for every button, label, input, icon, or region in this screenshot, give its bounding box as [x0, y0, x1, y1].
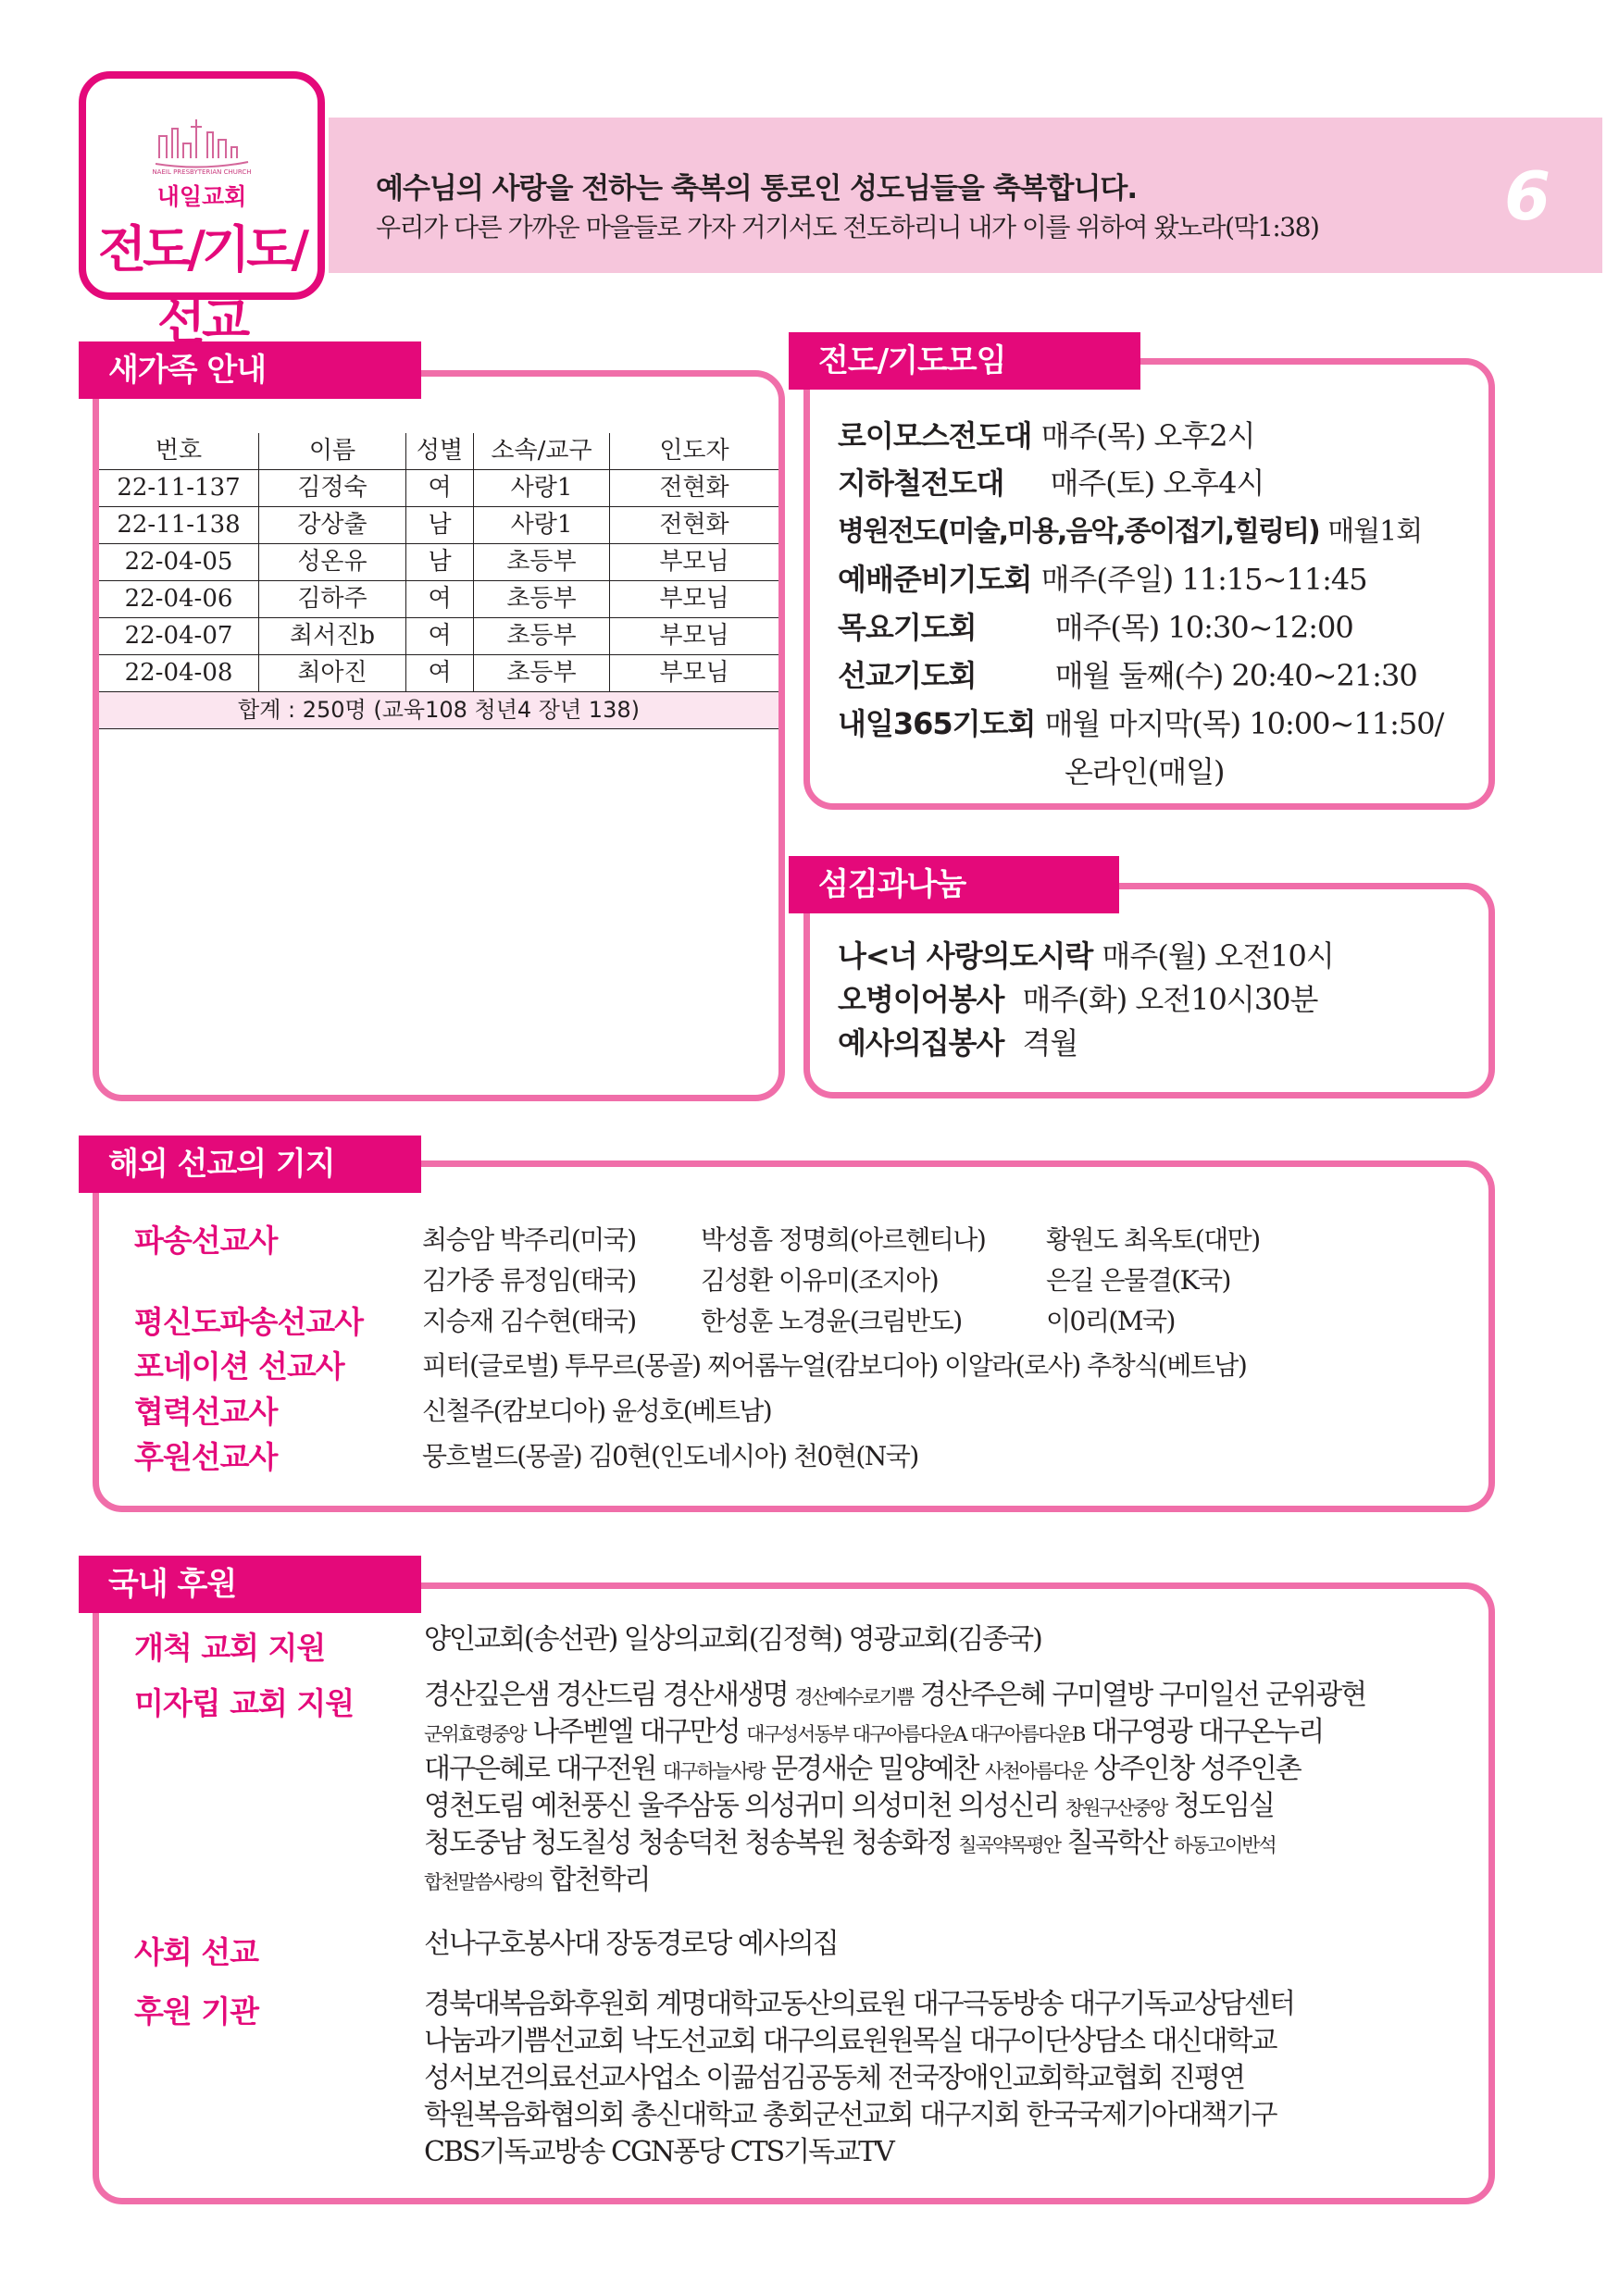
- meeting-time: 매월 마지막(목) 10:00~11:50/: [1044, 706, 1444, 741]
- table-cell: 최서진b: [259, 618, 406, 655]
- unsupported-church-line: 영천도림 예천풍신 울주삼동 의성귀미 의성미천 의성신리 창원구산중앙 청도임실: [424, 1790, 1274, 1822]
- service-label: 섬김과나눔: [789, 856, 1119, 913]
- social-mission-label: 사회 선교: [134, 1934, 259, 1970]
- table-cell: 김하주: [259, 581, 406, 618]
- section-title: 전도/기도/선교: [97, 220, 306, 350]
- missionary-list: 뭉흐벌드(몽골) 김0현(인도네시아) 천0현(N국): [422, 1441, 918, 1471]
- missionary-entry: 김가중 류정임(태국): [422, 1265, 636, 1296]
- meeting-name: 예배준비기도회: [838, 562, 1032, 597]
- meeting-time: 매주(목) 10:30~12:00: [1054, 610, 1353, 645]
- table-cell: 성온유: [259, 544, 406, 581]
- service-name: 오병이어봉사: [838, 982, 1004, 1017]
- new-family-table: [99, 433, 778, 729]
- meeting-item: [838, 604, 1353, 647]
- meeting-item: [838, 460, 1264, 503]
- table-cell: 부모님: [610, 544, 779, 581]
- meeting-time: 온라인(매일): [1065, 754, 1225, 789]
- missionary-entry: 이0리(M국): [1046, 1306, 1175, 1336]
- table-cell: 여: [406, 470, 474, 507]
- table-cell: 전현화: [610, 470, 779, 507]
- meeting-item: [838, 652, 1417, 695]
- service-item: [838, 1020, 1077, 1062]
- social-mission-list: 선나구호봉사대 장동경로당 예사의집: [424, 1928, 838, 1960]
- meeting-time: 매주(주일) 11:15~11:45: [1040, 562, 1367, 597]
- table-cell: 22-04-06: [99, 581, 259, 618]
- missionary-list: 신철주(캄보디아) 윤성호(베트남): [422, 1396, 772, 1426]
- table-row: [99, 507, 778, 544]
- missionary-entry: 지승재 김수현(태국): [422, 1306, 636, 1336]
- table-cell: 부모님: [610, 655, 779, 692]
- unsupported-church-line: 경산깊은샘 경산드림 경산새생명 경산예수로기쁨 경산주은혜 구미열방 구미일선 군위광현: [424, 1679, 1366, 1711]
- table-cell: 22-11-138: [99, 507, 259, 544]
- meeting-item: [838, 508, 1422, 549]
- table-row: [99, 470, 778, 507]
- domestic-support-label: 국내 후원: [79, 1556, 421, 1613]
- meeting-name: 병원전도(미술,미용,음악,종이접기,힐링티): [838, 515, 1319, 548]
- table-cell: 부모님: [610, 618, 779, 655]
- column-header: 번호: [99, 433, 259, 470]
- meeting-item: [838, 701, 1443, 743]
- meeting-name: 로이모스전도대: [838, 418, 1032, 453]
- meeting-time: 매주(토) 오후4시: [1050, 465, 1264, 501]
- unsupported-church-line: 군위효령중앙 나주벧엘 대구만성 대구성서동부 대구아름다운A 대구아름다운B 대구영광 대구온누리: [424, 1716, 1324, 1748]
- column-header: 소속/교구: [474, 433, 610, 470]
- meeting-name: 선교기도회: [838, 658, 977, 693]
- laity-missionaries-label: 평신도파송선교사: [134, 1304, 364, 1340]
- service-item: [838, 933, 1334, 975]
- service-time: 매주(화) 오전10시30분: [1022, 982, 1318, 1017]
- page-number: 6: [1504, 157, 1551, 235]
- support-agency-label: 후원 기관: [134, 1993, 259, 2029]
- column-header: 인도자: [610, 433, 779, 470]
- column-header: 이름: [259, 433, 406, 470]
- dispatched-missionaries-label: 파송선교사: [134, 1222, 278, 1259]
- table-total-row: [99, 692, 778, 729]
- table-cell: 사랑1: [474, 507, 610, 544]
- unsupported-church-line: 청도중남 청도칠성 청송덕천 청송복원 청송화정 칠곡약목평안 칠곡학산 하동고이반석: [424, 1827, 1276, 1859]
- missionary-entry: 한성훈 노경윤(크림반도): [701, 1306, 962, 1336]
- table-cell: 김정숙: [259, 470, 406, 507]
- table-total: 합계 : 250명 (교육108 청년4 장년 138): [99, 692, 778, 729]
- prayer-meetings-label: 전도/기도모임: [789, 332, 1140, 390]
- new-family-label: 새가족 안내: [79, 341, 421, 399]
- missionary-entry: 은길 은물결(K국): [1046, 1265, 1230, 1296]
- table-row: [99, 581, 778, 618]
- support-agency-line: CBS기독교방송 CGN퐁당 CTS기독교TV: [424, 2136, 893, 2168]
- meeting-name: 내일365기도회: [838, 706, 1036, 741]
- service-name: 예사의집봉사: [838, 1025, 1004, 1061]
- pioneer-church-list: 양인교회(송선관) 일상의교회(김정혁) 영광교회(김종국): [424, 1623, 1041, 1656]
- service-item: [838, 976, 1317, 1019]
- table-cell: 부모님: [610, 581, 779, 618]
- meeting-time: 매월1회: [1327, 515, 1423, 548]
- missionary-entry: 황원도 최옥토(대만): [1046, 1224, 1260, 1255]
- header-verse: 우리가 다른 가까운 마을들로 가자 거기서도 전도하리니 내가 이를 위하여 왔노라(막1:38): [376, 212, 1319, 242]
- table-cell: 초등부: [474, 544, 610, 581]
- table-row: [99, 544, 778, 581]
- partner-missionaries-label: 협력선교사: [134, 1394, 278, 1430]
- church-logo-icon: [156, 116, 250, 169]
- phonation-missionaries-label: 포네이션 선교사: [134, 1348, 344, 1384]
- missionary-entry: 김성환 이유미(조지아): [701, 1265, 939, 1296]
- table-cell: 여: [406, 618, 474, 655]
- logo-name: 내일교회: [156, 183, 247, 210]
- section-logo-box: [79, 71, 325, 350]
- table-cell: 사랑1: [474, 470, 610, 507]
- unsupported-church-line: 합천말씀사랑의 합천학리: [424, 1864, 650, 1896]
- table-header-row: [99, 433, 778, 470]
- meeting-item-continuation: [1065, 749, 1225, 791]
- support-missionaries-label: 후원선교사: [134, 1439, 278, 1475]
- service-time: 매주(월) 오전10시: [1102, 938, 1334, 974]
- missionary-list: 피터(글로벌) 투무르(몽골) 찌어롬누얼(캄보디아) 이알라(로사) 추창식(베트남): [422, 1350, 1247, 1381]
- table-row: [99, 618, 778, 655]
- table-cell: 남: [406, 507, 474, 544]
- missionary-entry: 최승암 박주리(미국): [422, 1224, 636, 1255]
- pioneer-church-label: 개척 교회 지원: [134, 1630, 326, 1666]
- meeting-item: [838, 413, 1255, 455]
- table-cell: 여: [406, 581, 474, 618]
- table-cell: 남: [406, 544, 474, 581]
- table-cell: 초등부: [474, 655, 610, 692]
- meeting-time: 매주(목) 오후2시: [1040, 418, 1255, 453]
- service-time: 격월: [1022, 1025, 1078, 1061]
- overseas-missions-label: 해외 선교의 기지: [79, 1136, 421, 1193]
- table-cell: 강상출: [259, 507, 406, 544]
- table-cell: 최아진: [259, 655, 406, 692]
- table-cell: 초등부: [474, 618, 610, 655]
- logo-subtitle: NAEIL PRESBYTERIAN CHURCH: [152, 168, 252, 176]
- support-agency-line: 학원복음화협의회 총신대학교 총회군선교회 대구지회 한국국제기아대책기구: [424, 2099, 1277, 2131]
- meeting-item: [838, 556, 1367, 599]
- unsupported-church-line: 대구은혜로 대구전원 대구하늘사랑 문경새순 밀양예찬 사천아름다운 상주인창 성주인촌: [424, 1753, 1301, 1785]
- table-cell: 22-04-08: [99, 655, 259, 692]
- table-cell: 22-04-07: [99, 618, 259, 655]
- table-cell: 여: [406, 655, 474, 692]
- meeting-name: 지하철전도대: [838, 465, 1004, 501]
- table-cell: 22-04-05: [99, 544, 259, 581]
- meeting-name: 목요기도회: [838, 610, 977, 645]
- support-agency-line: 성서보건의료선교사업소 이끎섬김공동체 전국장애인교회학교협회 진평연: [424, 2062, 1244, 2094]
- service-name: 나<너 사랑의도시락: [838, 938, 1093, 974]
- missionary-entry: 박성흠 정명희(아르헨티나): [701, 1224, 986, 1255]
- unsupported-church-label: 미자립 교회 지원: [134, 1685, 355, 1721]
- meeting-time: 매월 둘째(수) 20:40~21:30: [1054, 658, 1417, 693]
- support-agency-line: 경북대복음화후원회 계명대학교동산의료원 대구극동방송 대구기독교상담센터: [424, 1988, 1294, 2020]
- column-header: 성별: [406, 433, 474, 470]
- table-cell: 22-11-137: [99, 470, 259, 507]
- table-cell: 전현화: [610, 507, 779, 544]
- table-row: [99, 655, 778, 692]
- table-cell: 초등부: [474, 581, 610, 618]
- support-agency-line: 나눔과기쁨선교회 낙도선교회 대구의료원원목실 대구이단상담소 대신대학교: [424, 2025, 1277, 2057]
- header-title: 예수님의 사랑을 전하는 축복의 통로인 성도님들을 축복합니다.: [376, 172, 1138, 205]
